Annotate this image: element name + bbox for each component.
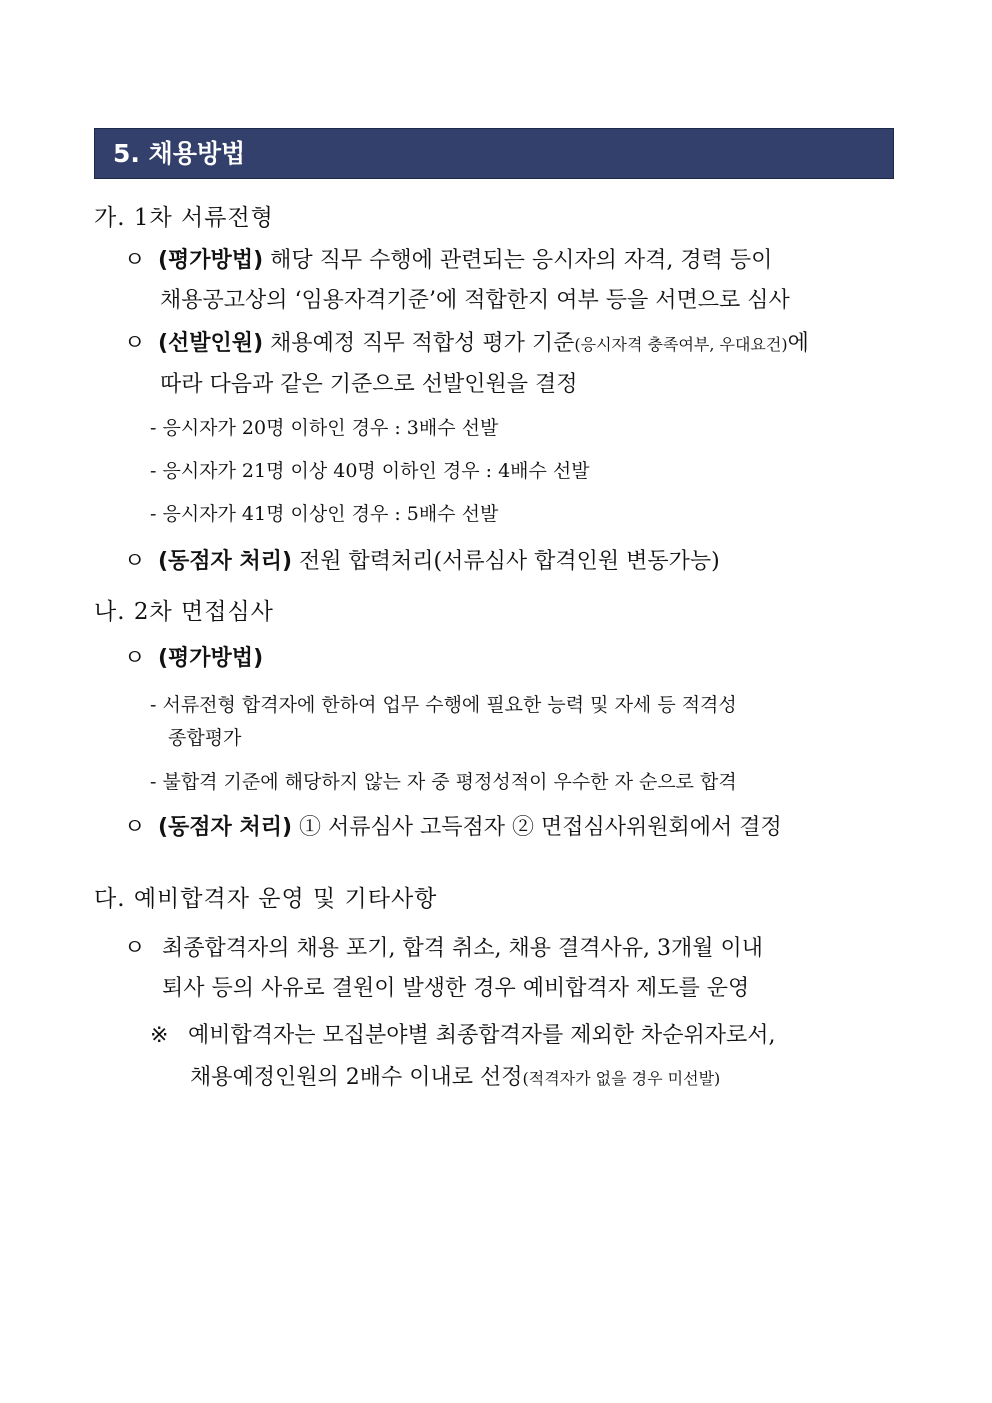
select-a-label: (선발인원) — [158, 331, 264, 356]
c-note2-paren: (적격자가 없을 경우 미선발) — [522, 1069, 721, 1088]
c-line1 — [124, 931, 763, 962]
note-mark-icon: ※ — [150, 1023, 169, 1048]
tie-a-label: (동점자 처리) — [158, 549, 293, 574]
c-note-line1 — [150, 1018, 776, 1049]
section-title: 5. 채용방법 — [113, 139, 246, 168]
tie-a-line — [124, 544, 720, 575]
eval-a-text2: 채용공고상의 ‘임용자격기준’에 적합한지 여부 등을 서면으로 심사 — [160, 288, 790, 313]
rule-item: - 응시자가 21명 이상 40명 이하인 경우 : 4배수 선발 — [150, 460, 590, 482]
eval-b-item: - 불합격 기준에 해당하지 않는 자 중 평정성적이 우수한 자 순으로 합격 — [150, 771, 737, 793]
eval-b-line — [124, 641, 263, 672]
rule-item: - 응시자가 41명 이상인 경우 : 5배수 선발 — [150, 503, 499, 525]
bullet-icon: ㅇ — [124, 331, 146, 356]
c-note-line2 — [190, 1060, 720, 1091]
heading-b: 나. 2차 면접심사 — [94, 599, 274, 625]
tie-b-line — [124, 810, 782, 841]
bullet-icon: ㅇ — [124, 248, 146, 273]
section-title-banner — [94, 128, 894, 179]
bullet-icon: ㅇ — [124, 815, 146, 840]
eval-b-item: - 서류전형 합격자에 한하여 업무 수행에 필요한 능력 및 자세 등 적격성 — [150, 694, 737, 716]
heading-c: 다. 예비합격자 운영 및 기타사항 — [94, 886, 438, 912]
c-note2: 채용예정인원의 2배수 이내로 선정 — [190, 1065, 523, 1090]
select-a-text1: 채용예정 직무 적합성 평가 기준 — [263, 331, 575, 356]
eval-a-line1 — [124, 243, 772, 274]
heading-a: 가. 1차 서류전형 — [94, 205, 274, 231]
select-a-text2: 따라 다음과 같은 기준으로 선발인원을 결정 — [160, 372, 578, 397]
c-text2: 퇴사 등의 사유로 결원이 발생한 경우 예비합격자 제도를 운영 — [162, 976, 750, 1001]
eval-a-text1: 해당 직무 수행에 관련되는 응시자의 자격, 경력 등이 — [263, 248, 773, 273]
select-a-paren: (응시자격 충족여부, 우대요건) — [574, 335, 788, 354]
eval-a-label: (평가방법) — [158, 248, 264, 273]
eval-b-label: (평가방법) — [158, 646, 264, 671]
bullet-icon: ㅇ — [124, 646, 146, 671]
bullet-icon: ㅇ — [124, 549, 146, 574]
tie-b-text: ① 서류심사 고득점자 ② 면접심사위원회에서 결정 — [292, 815, 782, 840]
eval-b-item-cont: 종합평가 — [168, 727, 242, 749]
c-note1: 예비합격자는 모집분야별 최종합격자를 제외한 차순위자로서, — [188, 1023, 776, 1048]
select-a-line1 — [124, 326, 809, 357]
c-text1: 최종합격자의 채용 포기, 합격 취소, 채용 결격사유, 3개월 이내 — [162, 936, 763, 961]
select-a-text1-end: 에 — [787, 331, 809, 356]
bullet-icon: ㅇ — [124, 936, 146, 961]
rule-item: - 응시자가 20명 이하인 경우 : 3배수 선발 — [150, 417, 499, 439]
tie-a-text: 전원 합력처리(서류심사 합격인원 변동가능) — [292, 549, 720, 574]
tie-b-label: (동점자 처리) — [158, 815, 293, 840]
